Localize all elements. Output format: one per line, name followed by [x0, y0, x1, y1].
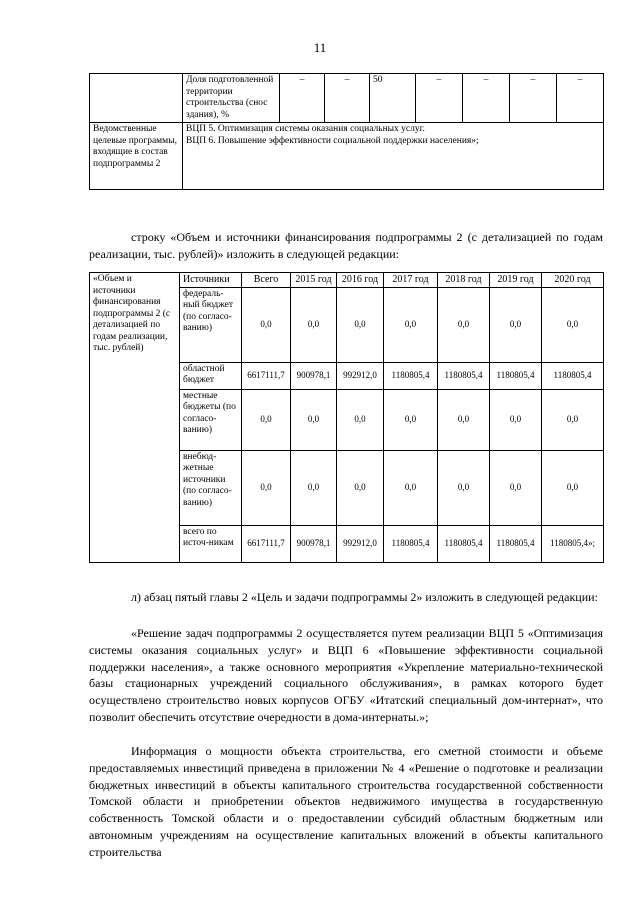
value-cell: 0,0 — [438, 389, 490, 450]
value-cell: 900978,1 — [291, 362, 337, 389]
header-2019: 2019 год — [490, 273, 542, 288]
header-2016: 2016 год — [337, 273, 384, 288]
indicator-value-extra: – — [557, 74, 604, 123]
vcp-label: Ведомственные целевые программы, входящие в состав подпрограммы 2 — [90, 123, 183, 190]
value-cell: 0,0 — [490, 450, 542, 525]
value-cell: 1180805,4 — [490, 525, 542, 562]
indicator-row — [90, 74, 604, 123]
value-cell: 0,0 — [291, 450, 337, 525]
financing-header-row — [90, 273, 604, 288]
vcp-list — [183, 123, 604, 190]
vcp-row — [90, 123, 604, 190]
value-cell: 0,0 — [438, 450, 490, 525]
value-cell: 0,0 — [542, 450, 604, 525]
value-cell: 0,0 — [242, 389, 291, 450]
value-cell: 1180805,4 — [384, 362, 438, 389]
value-cell: 6617111,7 — [242, 362, 291, 389]
paragraph-l: л) абзац пятый главы 2 «Цель и задачи подпрограммы 2» изложить в следующей редакции: — [131, 590, 598, 604]
value-cell: 992912,0 — [337, 362, 384, 389]
value-cell: 1180805,4 — [384, 525, 438, 562]
financing-table — [89, 272, 604, 563]
indicator-value-2019: – — [463, 74, 510, 123]
empty-cell — [90, 74, 183, 123]
header-2017: 2017 год — [384, 273, 438, 288]
indicator-value-2016: – — [325, 74, 370, 123]
indicator-value-2018: – — [416, 74, 463, 123]
paragraph-quote: «Решение задач подпрограммы 2 осуществляется путем реализации ВЦП 5 «Оптимизация системы оказания социальных услуг» и ВЦП 6 «Повышение эффективности социальной поддержки населения», а также основного мероприятия «Укрепление материально-технической базы стационарных учреждений социального обслуживания», в рамках которого будет осуществлено строительство новых корпусов ОГБУ «Итатский специальный дом-интернат», что позволит обеспечить отсутствие очередности в дома-интернаты.»; — [89, 626, 603, 724]
source-local: местные бюджеты (по согласо-ванию) — [180, 389, 242, 450]
header-2018: 2018 год — [438, 273, 490, 288]
header-total: Всего — [242, 273, 291, 288]
source-extrabudgetary: внебюд-жетные источники (по согласо-ванию) — [180, 450, 242, 525]
value-cell: 0,0 — [337, 389, 384, 450]
header-2020: 2020 год — [542, 273, 604, 288]
value-cell: 0,0 — [438, 287, 490, 362]
indicators-table — [89, 73, 604, 190]
value-cell: 992912,0 — [337, 525, 384, 562]
indicator-value-2015: – — [280, 74, 325, 123]
value-cell: 0,0 — [542, 389, 604, 450]
value-cell: 6617111,7 — [242, 525, 291, 562]
source-regional: областной бюджет — [180, 362, 242, 389]
paragraph-intro: строку «Объем и источники финансирования подпрограммы 2 (с детализацией по годам реализации, тыс. рублей)» изложить в следующей редакции: — [89, 230, 603, 261]
indicator-label: Доля подготовленной территории строительства (снос здания), % — [183, 74, 280, 123]
value-cell: 1180805,4 — [438, 525, 490, 562]
value-cell: 1180805,4»; — [542, 525, 604, 562]
header-2015: 2015 год — [291, 273, 337, 288]
value-cell: 0,0 — [384, 389, 438, 450]
indicator-value-2017: 50 — [370, 74, 416, 123]
value-cell: 0,0 — [291, 287, 337, 362]
value-cell: 0,0 — [242, 450, 291, 525]
value-cell: 900978,1 — [291, 525, 337, 562]
value-cell: 1180805,4 — [490, 362, 542, 389]
value-cell: 1180805,4 — [438, 362, 490, 389]
value-cell: 0,0 — [490, 287, 542, 362]
source-federal: федераль-ный бюджет (по согласо-ванию) — [180, 287, 242, 362]
value-cell: 0,0 — [384, 287, 438, 362]
header-sources: Источники — [180, 273, 242, 288]
indicator-value-2020: – — [510, 74, 557, 123]
vcp-line-1: ВЦП 5. Оптимизация системы оказания социальных услуг. — [186, 124, 425, 134]
page-number: 11 — [313, 40, 327, 55]
value-cell: 0,0 — [384, 450, 438, 525]
value-cell: 0,0 — [337, 287, 384, 362]
vcp-line-2: ВЦП 6. Повышение эффективности социальной поддержки населения»; — [186, 135, 479, 146]
value-cell: 0,0 — [542, 287, 604, 362]
financing-row-label: «Объем и источники финансирования подпрограммы 2 (с детализацией по годам реализации, тыс. рублей) — [90, 273, 180, 563]
value-cell: 0,0 — [337, 450, 384, 525]
paragraph-info: Информация о мощности объекта строительства, его сметной стоимости и объеме предоставляемых инвестиций приведена в приложении № 4 «Решение о подготовке и реализации бюджетных инвестиций в объекты капитального строительства государственной собственности Томской области и приобретении объектов недвижимого имущества в государственную собственность Томской области и о предоставлении субсидий областным бюджетным или автономным учреждениям на осуществление капитальных вложений в объекты капитального строительства — [89, 744, 603, 859]
value-cell: 0,0 — [242, 287, 291, 362]
source-total: всего по источ-никам — [180, 525, 242, 562]
value-cell: 0,0 — [490, 389, 542, 450]
value-cell: 0,0 — [291, 389, 337, 450]
value-cell: 1180805,4 — [542, 362, 604, 389]
